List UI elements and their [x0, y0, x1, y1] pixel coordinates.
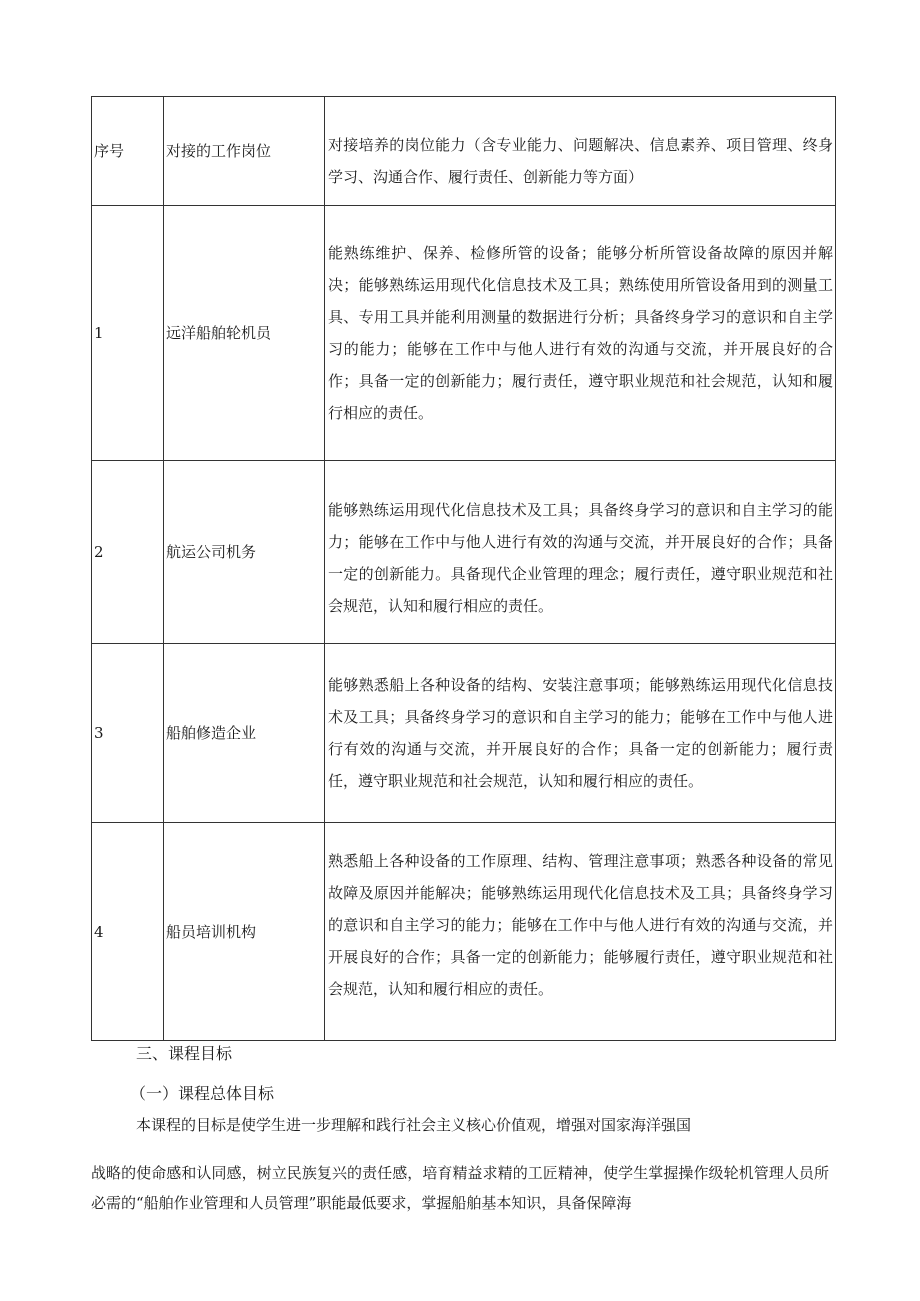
section-title: 三、课程目标: [136, 1044, 233, 1063]
paragraph-body: 战略的使命感和认同感，树立民族复兴的责任感，培育精益求精的工匠精神，使学生掌握操作级轮机管理人员所必需的“船舶作业管理和人员管理”职能最低要求，掌握船舶基本知识，具备保障海: [91, 1164, 829, 1212]
row-capability: [325, 644, 836, 823]
header-capability-text: 对接培养的岗位能力（含专业能力、问题解决、信息素养、项目管理、终身学习、沟通合作、履行责任、创新能力等方面）: [328, 136, 833, 186]
row-capability-text: 熟悉船上各种设备的工作原理、结构、管理注意事项；熟悉各种设备的常见故障及原因并能解决；能够熟练运用现代化信息技术及工具；具备终身学习的意识和自主学习的能力；能够在工作中与他人进行有效的沟通与交流，并开展良好的合作；具备一定的创新能力；能够履行责任，遵守职业规范和社会规范，认知和履行相应的责任。: [328, 851, 833, 998]
section-subtitle: （一）课程总体目标: [130, 1084, 275, 1103]
header-no: 序号: [92, 97, 164, 206]
table-row: [92, 644, 836, 823]
table-row: [92, 461, 836, 644]
paragraph-first-line: 本课程的目标是使学生进一步理解和践行社会主义核心价值观，增强对国家海洋强国: [136, 1116, 692, 1134]
header-job: 对接的工作岗位: [164, 97, 325, 206]
row-capability: [325, 461, 836, 644]
row-job: 航运公司机务: [164, 461, 325, 644]
job-capability-table: [91, 96, 836, 1041]
row-capability-text: 能够熟练运用现代化信息技术及工具；具备终身学习的意识和自主学习的能力；能够在工作中与他人进行有效的沟通与交流，并开展良好的合作；具备一定的创新能力。具备现代企业管理的理念；履行责任，遵守职业规范和社会规范，认知和履行相应的责任。: [328, 501, 833, 615]
row-no: 3: [92, 644, 164, 823]
header-capability: [325, 97, 836, 206]
row-capability-text: 能够熟悉船上各种设备的结构、安装注意事项；能够熟练运用现代化信息技术及工具；具备终身学习的意识和自主学习的能力；能够在工作中与他人进行有效的沟通与交流，并开展良好的合作；具备一定的创新能力；履行责任，遵守职业规范和社会规范，认知和履行相应的责任。: [328, 676, 833, 790]
row-job: 远洋船舶轮机员: [164, 206, 325, 461]
row-capability-text: 能熟练维护、保养、检修所管的设备；能够分析所管设备故障的原因并解决；能够熟练运用现代化信息技术及工具；熟练使用所管设备用到的测量工具、专用工具并能利用测量的数据进行分析；具备终身学习的意识和自主学习的能力；能够在工作中与他人进行有效的沟通与交流，并开展良好的合作；具备一定的创新能力；履行责任，遵守职业规范和社会规范，认知和履行相应的责任。: [328, 244, 833, 422]
row-no: 1: [92, 206, 164, 461]
row-job: 船员培训机构: [164, 823, 325, 1041]
table-row: [92, 206, 836, 461]
table-row: [92, 823, 836, 1041]
row-capability: [325, 206, 836, 461]
row-no: 4: [92, 823, 164, 1041]
row-job: 船舶修造企业: [164, 644, 325, 823]
row-capability: [325, 823, 836, 1041]
table-header-row: [92, 97, 836, 206]
row-no: 2: [92, 461, 164, 644]
